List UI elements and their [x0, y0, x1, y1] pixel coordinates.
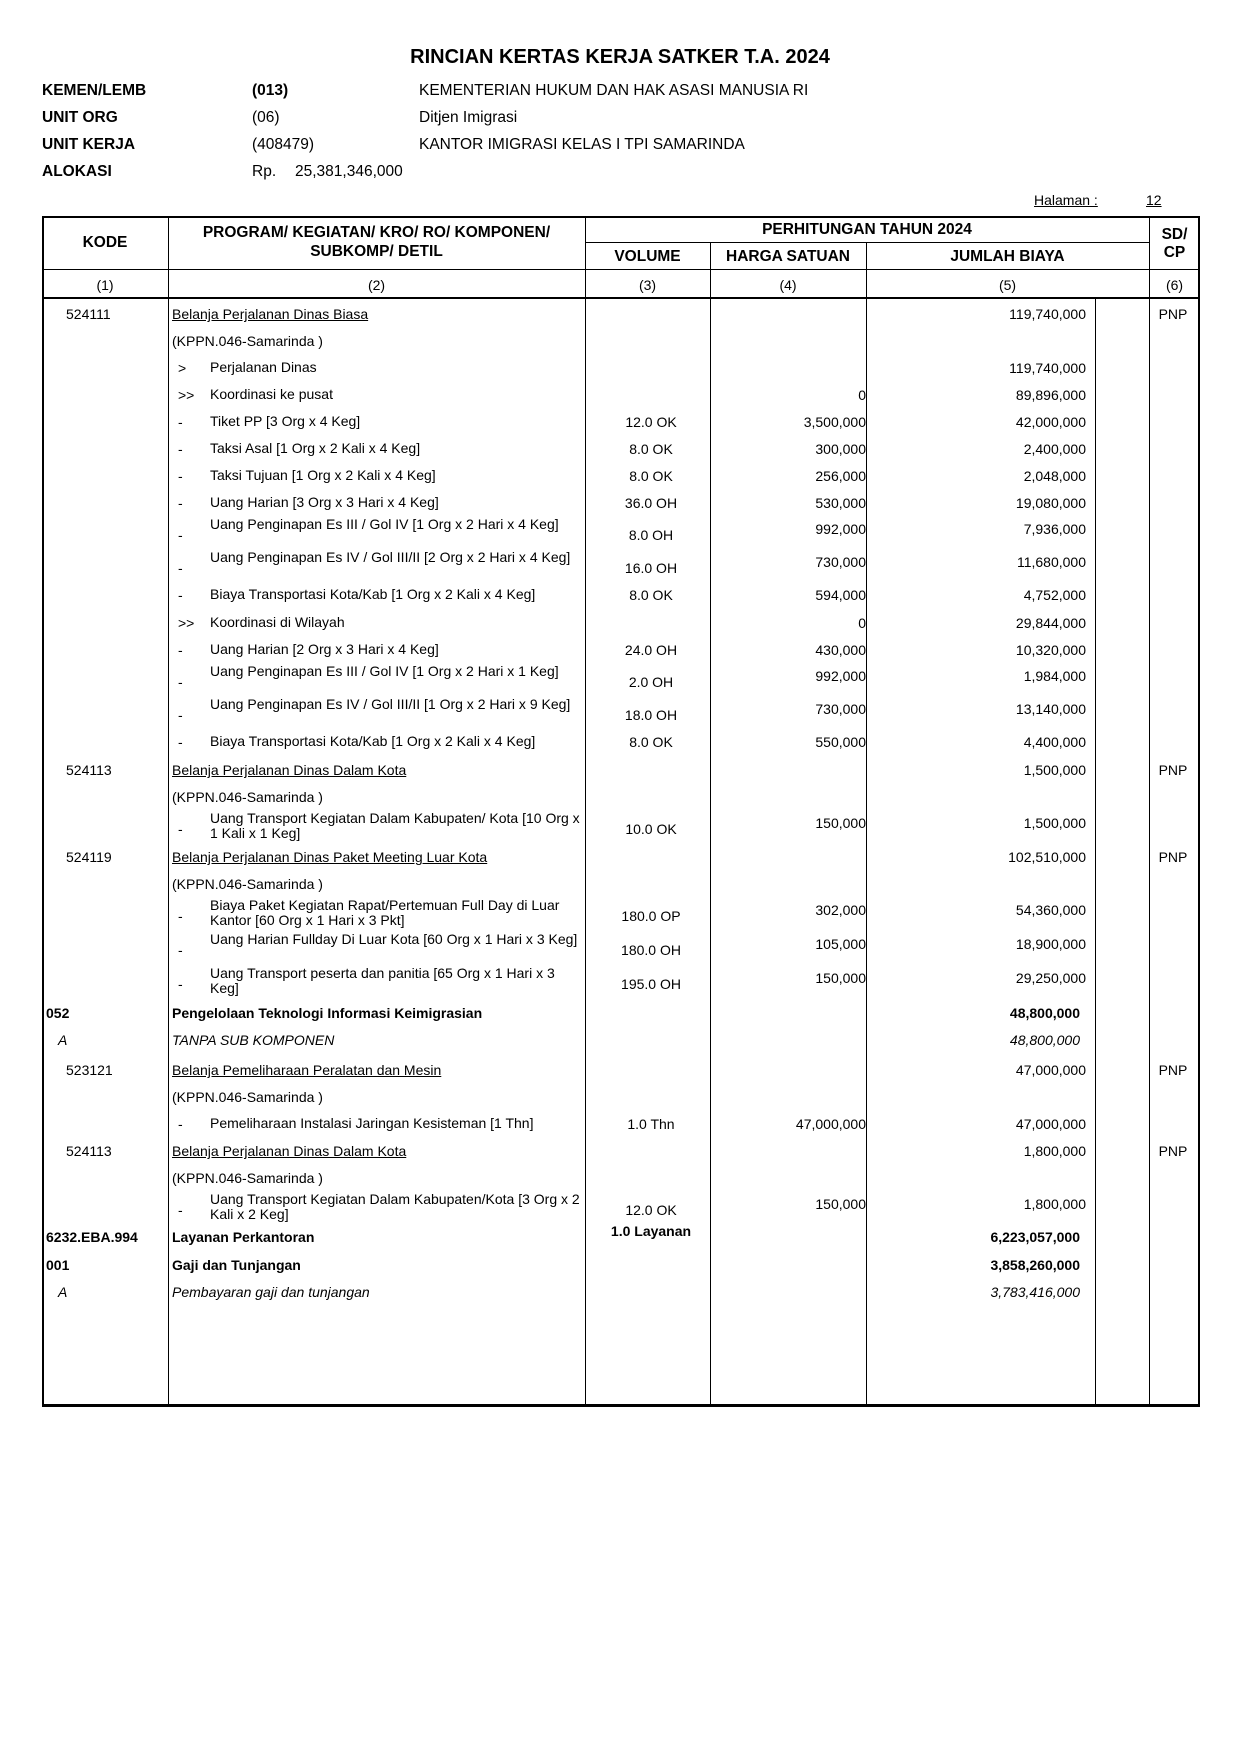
row-jumlah: 3,783,416,000	[990, 1284, 1080, 1300]
row-kode: 001	[46, 1257, 70, 1273]
row-marker: -	[178, 976, 183, 992]
row-jumlah: 42,000,000	[1015, 414, 1086, 430]
row-harga: 730,000	[815, 701, 866, 717]
row-marker: -	[178, 674, 183, 690]
row-kode: 524119	[66, 849, 112, 865]
row-jumlah: 54,360,000	[1015, 902, 1086, 918]
row-harga: 992,000	[815, 668, 866, 684]
row-detail: Uang Harian [2 Org x 3 Hari x 4 Keg]	[210, 641, 439, 657]
row-volume: 180.0 OH	[621, 942, 681, 958]
row-jumlah: 4,752,000	[1023, 587, 1086, 603]
row-program: Pengelolaan Teknologi Informasi Keimigrasian	[172, 1005, 483, 1021]
document-title: RINCIAN KERTAS KERJA SATKER T.A. 2024	[410, 46, 830, 68]
row-program: Belanja Perjalanan Dinas Dalam Kota	[172, 1143, 407, 1159]
row-detail: Uang Penginapan Es IV / Gol III/II [1 Org x 2 Hari x 9 Keg]	[210, 696, 571, 712]
kemen-code: (013)	[252, 82, 289, 99]
row-program: Belanja Perjalanan Dinas Paket Meeting Luar Kota	[172, 849, 488, 865]
col-header-volume: VOLUME	[614, 248, 681, 265]
row-harga: 256,000	[815, 468, 866, 484]
row-jumlah: 4,400,000	[1023, 734, 1086, 750]
row-harga: 150,000	[815, 970, 866, 986]
row-kode: 6232.EBA.994	[46, 1229, 138, 1245]
col-header-program-line2: SUBKOMP/ DETIL	[310, 243, 443, 260]
row-marker: -	[178, 587, 183, 603]
row-marker: -	[178, 908, 183, 924]
row-kode: 052	[46, 1005, 70, 1021]
row-marker: -	[178, 642, 183, 658]
row-jumlah: 19,080,000	[1015, 495, 1086, 511]
row-marker: -	[178, 734, 183, 750]
row-program: Belanja Perjalanan Dinas Biasa	[172, 306, 369, 322]
row-harga: 47,000,000	[795, 1116, 866, 1132]
row-volume: 2.0 OH	[628, 674, 674, 690]
row-volume: 12.0 OK	[625, 414, 677, 430]
row-detail: Taksi Tujuan [1 Org x 2 Kali x 4 Keg]	[210, 467, 436, 483]
row-kppn: (KPPN.046-Samarinda )	[172, 876, 323, 892]
row-detail: Pemeliharaan Instalasi Jaringan Kesisteman [1 Thn]	[210, 1115, 534, 1131]
col-number: (3)	[638, 277, 657, 293]
row-jumlah: 2,048,000	[1023, 468, 1086, 484]
row-marker: -	[178, 441, 183, 457]
row-jumlah: 47,000,000	[1015, 1116, 1086, 1132]
col-number: (2)	[367, 277, 386, 293]
kemen-label: KEMEN/LEMB	[42, 82, 147, 99]
col-number: (4)	[779, 277, 797, 293]
unit-kerja-label: UNIT KERJA	[42, 136, 136, 153]
table-divider	[168, 216, 169, 1407]
row-marker: >>	[178, 387, 195, 403]
row-marker: -	[178, 1116, 183, 1132]
row-volume: 24.0 OH	[624, 642, 678, 658]
row-marker: -	[178, 707, 183, 723]
row-jumlah: 48,800,000	[1009, 1005, 1080, 1021]
row-jumlah: 13,140,000	[1015, 701, 1086, 717]
row-marker: -	[178, 495, 183, 511]
row-jumlah: 7,936,000	[1023, 521, 1086, 537]
row-detail: Uang Harian Fullday Di Luar Kota [60 Org x 1 Hari x 3 Keg]	[210, 931, 578, 947]
col-header-sd-line1: SD/	[1161, 226, 1188, 243]
row-jumlah: 18,900,000	[1015, 936, 1086, 952]
row-program: Belanja Pemeliharaan Peralatan dan Mesin	[172, 1062, 442, 1078]
unit-kerja-name: KANTOR IMIGRASI KELAS I TPI SAMARINDA	[419, 136, 745, 153]
row-marker: -	[178, 468, 183, 484]
row-jumlah: 89,896,000	[1015, 387, 1086, 403]
col-header-program-line1: PROGRAM/ KEGIATAN/ KRO/ RO/ KOMPONEN/	[202, 224, 551, 241]
row-program: Pembayaran gaji dan tunjangan	[172, 1284, 370, 1300]
unit-kerja-code: (408479)	[252, 136, 315, 153]
row-sd: PNP	[1158, 849, 1188, 865]
col-header-kode: KODE	[82, 234, 128, 251]
row-volume: 8.0 OH	[628, 527, 674, 543]
row-volume: 16.0 OH	[624, 560, 678, 576]
row-harga: 300,000	[815, 441, 866, 457]
row-harga: 530,000	[815, 495, 866, 511]
row-jumlah: 102,510,000	[1008, 849, 1086, 865]
col-header-harga: HARGA SATUAN	[726, 248, 850, 265]
table-divider	[585, 242, 1149, 243]
col-header-perhitungan: PERHITUNGAN TAHUN 2024	[762, 221, 972, 238]
row-sd: PNP	[1158, 1062, 1188, 1078]
row-jumlah: 48,800,000	[1009, 1032, 1080, 1048]
row-kppn: (KPPN.046-Samarinda )	[172, 1170, 323, 1186]
table-divider	[42, 269, 1200, 270]
row-detail: Uang Transport peserta dan panitia [65 Org x 1 Hari x 3 Keg]	[210, 965, 555, 996]
row-program: Belanja Perjalanan Dinas Dalam Kota	[172, 762, 407, 778]
alokasi-value: 25,381,346,000	[295, 163, 403, 180]
row-program: Gaji dan Tunjangan	[172, 1257, 301, 1273]
row-volume: 1.0 Layanan	[610, 1223, 692, 1239]
table-divider	[42, 297, 1200, 299]
row-kppn: (KPPN.046-Samarinda )	[172, 789, 323, 805]
row-detail: Uang Penginapan Es IV / Gol III/II [2 Org x 2 Hari x 4 Keg]	[210, 549, 571, 565]
row-jumlah: 29,844,000	[1015, 615, 1086, 631]
row-detail: Biaya Transportasi Kota/Kab [1 Org x 2 Kali x 4 Keg]	[210, 733, 536, 749]
row-detail: Perjalanan Dinas	[210, 359, 317, 375]
row-volume: 18.0 OH	[624, 707, 678, 723]
halaman-value: 12	[1146, 192, 1162, 208]
halaman-label: Halaman :	[1034, 192, 1098, 208]
row-detail: Koordinasi di Wilayah	[210, 614, 345, 630]
row-jumlah: 119,740,000	[1009, 306, 1086, 322]
row-jumlah: 1,800,000	[1023, 1143, 1086, 1159]
row-marker: >>	[178, 615, 195, 631]
row-harga: 105,000	[815, 936, 866, 952]
row-sd: PNP	[1158, 306, 1188, 322]
row-marker: >	[178, 360, 187, 376]
row-kode: A	[58, 1032, 68, 1048]
row-harga: 302,000	[815, 902, 866, 918]
row-volume: 36.0 OH	[624, 495, 678, 511]
row-kppn: (KPPN.046-Samarinda )	[172, 333, 323, 349]
row-volume: 8.0 OK	[629, 587, 673, 603]
row-jumlah: 6,223,057,000	[990, 1229, 1080, 1245]
row-jumlah: 1,500,000	[1023, 762, 1086, 778]
row-detail: Tiket PP [3 Org x 4 Keg]	[210, 413, 361, 429]
row-volume: 10.0 OK	[625, 821, 677, 837]
row-detail: Uang Transport Kegiatan Dalam Kabupaten/ Kota [10 Org x 1 Kali x 1 Keg]	[210, 810, 580, 841]
row-harga: 992,000	[815, 521, 866, 537]
col-number: (1)	[96, 277, 114, 293]
row-kode: 524113	[66, 1143, 112, 1159]
row-jumlah: 10,320,000	[1015, 642, 1086, 658]
row-detail: Taksi Asal [1 Org x 2 Kali x 4 Keg]	[210, 440, 421, 456]
row-jumlah: 11,680,000	[1016, 554, 1086, 570]
row-harga: 0	[858, 615, 866, 631]
row-harga: 594,000	[815, 587, 866, 603]
row-harga: 150,000	[815, 1196, 866, 1212]
col-number: (5)	[998, 277, 1017, 293]
row-kode: 524111	[66, 306, 111, 322]
row-harga: 0	[858, 387, 866, 403]
table-divider	[585, 216, 586, 1407]
row-volume: 180.0 OP	[621, 908, 681, 924]
row-kode: A	[58, 1284, 68, 1300]
table-divider	[1095, 298, 1096, 1407]
row-program: TANPA SUB KOMPONEN	[172, 1032, 335, 1048]
row-harga: 150,000	[815, 815, 866, 831]
row-jumlah: 2,400,000	[1023, 441, 1086, 457]
row-jumlah: 119,740,000	[1009, 360, 1086, 376]
row-volume: 8.0 OK	[629, 734, 673, 750]
alokasi-label: ALOKASI	[42, 163, 112, 180]
row-kode: 524113	[66, 762, 112, 778]
row-jumlah: 1,500,000	[1023, 815, 1086, 831]
row-marker: -	[178, 942, 183, 958]
table-divider	[1149, 216, 1150, 1407]
row-detail: Uang Transport Kegiatan Dalam Kabupaten/Kota [3 Org x 2 Kali x 2 Keg]	[210, 1191, 580, 1222]
row-volume: 1.0 Thn	[627, 1116, 675, 1132]
table-divider	[866, 242, 867, 1407]
row-marker: -	[178, 821, 183, 837]
row-marker: -	[178, 1202, 183, 1218]
row-marker: -	[178, 560, 183, 576]
row-sd: PNP	[1158, 762, 1188, 778]
row-volume: 12.0 OK	[625, 1202, 677, 1218]
row-jumlah: 29,250,000	[1015, 970, 1086, 986]
row-program: Layanan Perkantoran	[172, 1229, 315, 1245]
row-detail: Uang Penginapan Es III / Gol IV [1 Org x 2 Hari x 4 Keg]	[210, 516, 559, 532]
row-detail: Koordinasi ke pusat	[210, 386, 333, 402]
row-jumlah: 1,984,000	[1023, 668, 1086, 684]
row-detail: Biaya Transportasi Kota/Kab [1 Org x 2 Kali x 4 Keg]	[210, 586, 536, 602]
row-marker: -	[178, 527, 183, 543]
row-jumlah: 1,800,000	[1023, 1196, 1086, 1212]
col-number: (6)	[1165, 277, 1184, 293]
unit-org-label: UNIT ORG	[42, 109, 118, 126]
row-volume: 195.0 OH	[621, 976, 681, 992]
row-harga: 730,000	[815, 554, 866, 570]
row-kode: 523121	[66, 1062, 113, 1078]
col-header-jumlah: JUMLAH BIAYA	[950, 248, 1065, 265]
unit-org-code: (06)	[252, 109, 280, 126]
row-detail: Uang Penginapan Es III / Gol IV [1 Org x 2 Hari x 1 Keg]	[210, 663, 559, 679]
row-sd: PNP	[1158, 1143, 1188, 1159]
unit-org-name: Ditjen Imigrasi	[419, 109, 518, 126]
row-detail: Uang Harian [3 Org x 3 Hari x 4 Keg]	[210, 494, 439, 510]
alokasi-currency: Rp.	[252, 163, 277, 180]
row-jumlah: 47,000,000	[1015, 1062, 1086, 1078]
row-kppn: (KPPN.046-Samarinda )	[172, 1089, 323, 1105]
row-harga: 550,000	[815, 734, 866, 750]
kemen-name: KEMENTERIAN HUKUM DAN HAK ASASI MANUSIA RI	[419, 82, 809, 99]
col-header-sd-line2: CP	[1163, 244, 1186, 261]
row-volume: 8.0 OK	[629, 441, 673, 457]
row-jumlah: 3,858,260,000	[990, 1257, 1080, 1273]
row-harga: 3,500,000	[803, 414, 866, 430]
row-volume: 8.0 OK	[629, 468, 673, 484]
row-harga: 430,000	[815, 642, 866, 658]
row-marker: -	[178, 414, 183, 430]
row-detail: Biaya Paket Kegiatan Rapat/Pertemuan Full Day di Luar Kantor [60 Org x 1 Hari x 3 Pkt]	[210, 897, 560, 928]
